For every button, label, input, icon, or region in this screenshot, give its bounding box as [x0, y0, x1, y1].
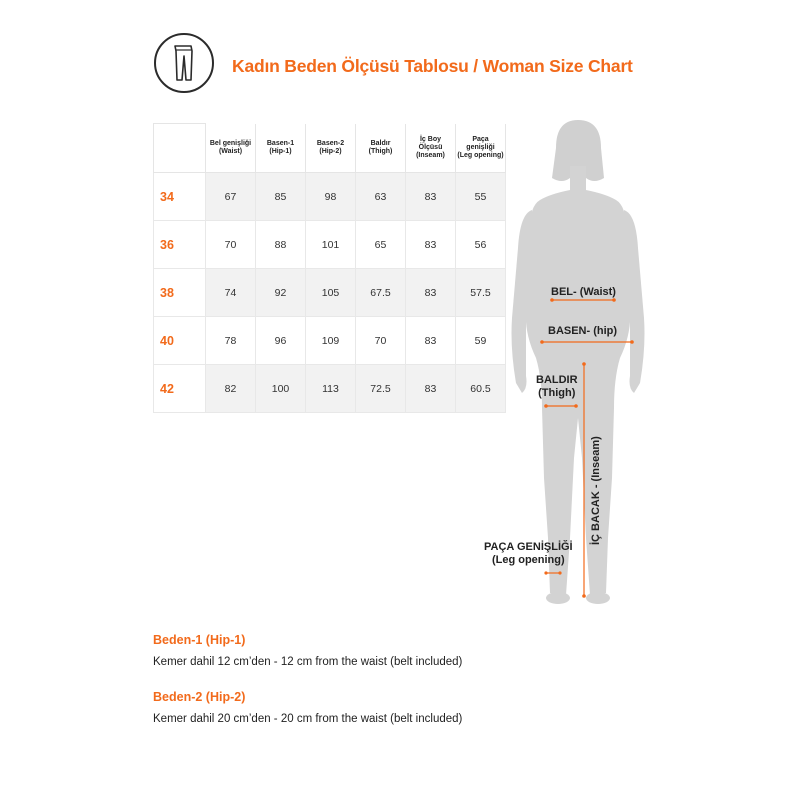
column-header-hip2: Basen-2 (Hip-2) [306, 124, 356, 173]
table-cell: 70 [356, 317, 406, 365]
thigh-label: BALDIR (Thigh) [536, 374, 578, 399]
table-cell: 67.5 [356, 269, 406, 317]
table-cell: 63 [356, 173, 406, 221]
table-cell: 57.5 [456, 269, 506, 317]
table-cell: 88 [256, 221, 306, 269]
size-label: 42 [154, 365, 206, 413]
pants-icon [154, 33, 214, 93]
note-heading-hip2: Beden-2 (Hip-2) [153, 690, 246, 704]
table-cell: 55 [456, 173, 506, 221]
table-row [154, 269, 506, 317]
table-row [154, 173, 506, 221]
table-cell: 60.5 [456, 365, 506, 413]
table-row [154, 317, 506, 365]
table-cell: 83 [406, 173, 456, 221]
column-header-waist: Bel genişliği (Waist) [206, 124, 256, 173]
table-cell: 101 [306, 221, 356, 269]
table-cell: 109 [306, 317, 356, 365]
table-cell: 70 [206, 221, 256, 269]
leg-opening-label: PAÇA GENİŞLİĞİ (Leg opening) [484, 541, 573, 566]
inseam-label: İÇ BACAK - (Inseam) [590, 436, 602, 545]
table-cell: 105 [306, 269, 356, 317]
table-cell: 100 [256, 365, 306, 413]
table-cell: 98 [306, 173, 356, 221]
table-cell: 85 [256, 173, 306, 221]
table-cell: 59 [456, 317, 506, 365]
table-cell: 74 [206, 269, 256, 317]
table-cell: 82 [206, 365, 256, 413]
table-cell: 92 [256, 269, 306, 317]
table-cell: 67 [206, 173, 256, 221]
table-cell: 113 [306, 365, 356, 413]
note-heading-hip1: Beden-1 (Hip-1) [153, 633, 246, 647]
table-row [154, 221, 506, 269]
size-label: 34 [154, 173, 206, 221]
page-title: Kadın Beden Ölçüsü Tablosu / Woman Size Chart [232, 56, 633, 76]
size-label: 36 [154, 221, 206, 269]
size-label: 40 [154, 317, 206, 365]
table-cell: 56 [456, 221, 506, 269]
column-header-inseam: İç Boy Ölçüsü (Inseam) [406, 124, 456, 173]
table-cell: 83 [406, 269, 456, 317]
table-cell: 96 [256, 317, 306, 365]
table-header-row [154, 124, 506, 173]
waist-label: BEL- (Waist) [551, 286, 616, 298]
size-label: 38 [154, 269, 206, 317]
hip-label: BASEN- (hip) [548, 325, 618, 337]
table-corner [154, 124, 206, 173]
table-cell: 65 [356, 221, 406, 269]
table-row [154, 365, 506, 413]
column-header-hip1: Basen-1 (Hip-1) [256, 124, 306, 173]
note-text-hip2: Kemer dahil 20 cm’den - 20 cm from the waist (belt included) [153, 713, 463, 725]
note-text-hip1: Kemer dahil 12 cm’den - 12 cm from the waist (belt included) [153, 656, 463, 668]
table-cell: 83 [406, 317, 456, 365]
table-cell: 83 [406, 365, 456, 413]
table-cell: 78 [206, 317, 256, 365]
table-cell: 72.5 [356, 365, 406, 413]
column-header-leg-opening: Paça genişliği (Leg opening) [456, 124, 506, 173]
size-table [153, 123, 506, 413]
table-cell: 83 [406, 221, 456, 269]
column-header-thigh: Baldır (Thigh) [356, 124, 406, 173]
